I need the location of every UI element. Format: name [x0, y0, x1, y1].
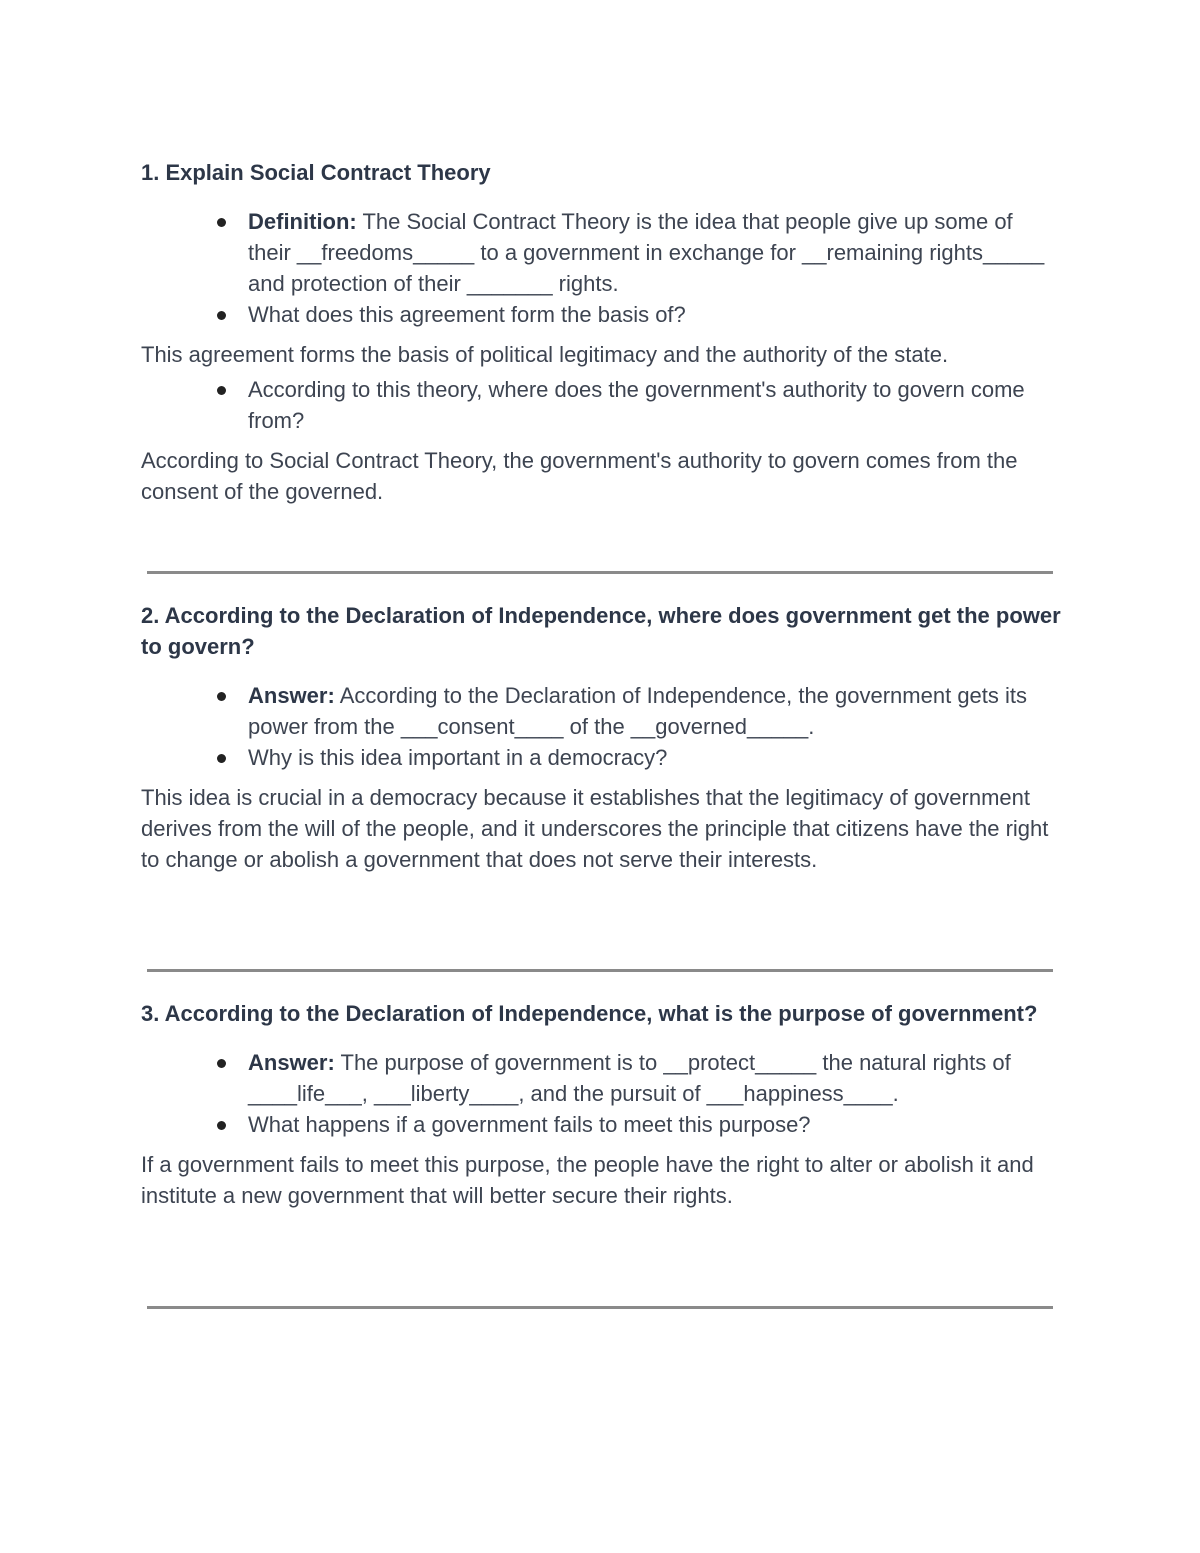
bullet-icon — [217, 218, 226, 227]
definition-text: The Social Contract Theory is the idea that people give up some of their __freedoms_____ to a government in exchange for __remaining rights_____ and protection of their _______ rights. — [248, 209, 1045, 296]
question-3-heading: 3. According to the Declaration of Independence, what is the purpose of government? — [141, 1001, 1038, 1026]
bullet-icon — [217, 1059, 226, 1068]
authority-question-text: According to this theory, where does the government's authority to govern come from? — [248, 377, 1025, 433]
question-2-importance-bullet — [141, 742, 1061, 773]
question-1-authority-bullet — [141, 374, 1061, 436]
bullet-icon — [217, 386, 226, 395]
question-3-answer-1: If a government fails to meet this purpose, the people have the right to alter or abolish it and institute a new government that will better secure their rights. — [141, 1152, 1034, 1208]
answer-text: According to the Declaration of Independence, the government gets its power from the ___consent____ of the __governed_____. — [248, 683, 1028, 739]
question-2-heading: 2. According to the Declaration of Independence, where does government get the power to govern? — [141, 603, 1061, 659]
question-3-failure-bullet — [141, 1109, 1061, 1140]
question-3-section — [141, 998, 1061, 1211]
answer-text: The purpose of government is to __protect_____ the natural rights of ____life___, ___liberty____, and the pursuit of ___happiness____. — [248, 1050, 1011, 1106]
question-1-bullets — [141, 206, 1061, 330]
question-1-definition-bullet — [141, 206, 1061, 299]
question-2-answer-1: This idea is crucial in a democracy because it establishes that the legitimacy of government derives from the will of the people, and it underscores the principle that citizens have the right to change or abolish a government that does not serve their interests. — [141, 785, 1049, 872]
bullet-icon — [217, 754, 226, 763]
question-1-bullets-2 — [141, 374, 1061, 436]
divider-1 — [147, 571, 1053, 574]
question-2-bullets — [141, 680, 1061, 773]
question-2-section — [141, 600, 1061, 875]
answer-label: Answer: — [248, 1050, 335, 1075]
bullet-icon — [217, 692, 226, 701]
definition-label: Definition: — [248, 209, 357, 234]
bullet-icon — [217, 311, 226, 320]
question-1-section — [141, 157, 1061, 507]
question-1-heading: 1. Explain Social Contract Theory — [141, 160, 491, 185]
divider-3 — [147, 1306, 1053, 1309]
question-1-answer-2: According to Social Contract Theory, the government's authority to govern comes from the consent of the governed. — [141, 448, 1018, 504]
failure-question-text: What happens if a government fails to meet this purpose? — [248, 1112, 811, 1137]
importance-question-text: Why is this idea important in a democracy? — [248, 745, 668, 770]
question-3-bullets — [141, 1047, 1061, 1140]
question-3-answer-bullet — [141, 1047, 1061, 1109]
bullet-icon — [217, 1121, 226, 1130]
basis-question-text: What does this agreement form the basis of? — [248, 302, 686, 327]
answer-label: Answer: — [248, 683, 335, 708]
question-1-answer-1: This agreement forms the basis of political legitimacy and the authority of the state. — [141, 342, 949, 367]
divider-2 — [147, 969, 1053, 972]
question-2-answer-bullet — [141, 680, 1061, 742]
question-1-basis-bullet — [141, 299, 1061, 330]
